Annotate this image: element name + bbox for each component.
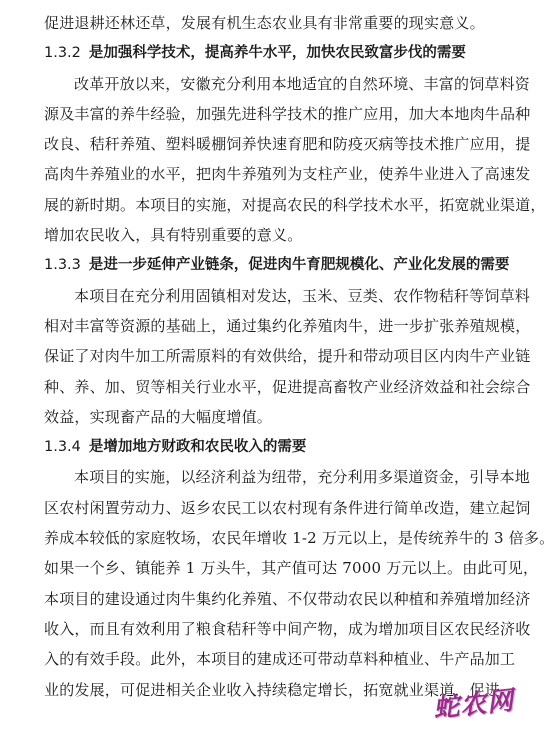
section-number: 1.3.3 <box>44 257 81 274</box>
section-title: 是增加地方财政和农民收入的需要 <box>88 439 307 456</box>
section-number: 1.3.4 <box>44 439 81 456</box>
text-line: 效益，实现畜产品的大幅度增值。 <box>44 407 273 426</box>
paragraph-industry-chain <box>44 281 531 432</box>
text-line: 收入，而且有效利用了粮食秸秆等中间产物，成为增加项目区农民经济收 <box>44 619 531 638</box>
text-line: 相对丰富等资源的基础上，通过集约化养殖肉牛，进一步扩张养殖规模， <box>44 316 531 335</box>
text-line: 增加农民收入，具有特别重要的意义。 <box>44 226 303 245</box>
section-title: 是加强科学技术，提高养牛水平，加快农民致富步伐的需要 <box>88 45 466 62</box>
text-line: 种、养、加、贸等相关行业水平，促进提高畜牧产业经济效益和社会综合 <box>44 377 531 396</box>
paragraph-science <box>44 69 546 251</box>
text-line: 改良、秸秆养殖、塑料暖棚饲养快速育肥和防疫灭病等技术推广应用，提 <box>44 135 531 154</box>
text-line: 业的发展，可促进相关企业收入持续稳定增长，拓宽就业渠道，促进 <box>44 680 501 699</box>
text-line: 区农村闲置劳动力、返乡农民工以农村现有条件进行简单改造，建立起饲 <box>44 498 531 517</box>
text-line: 如果一个乡、镇能养 1 万头牛，其产值可达 7000 万元以上。由此可见， <box>44 559 539 578</box>
text-line: 养成本较低的家庭牧场，农民年增收 1-2 万元以上，是传统养牛的 3 倍多。 <box>44 529 554 548</box>
section-title: 是进一步延伸产业链条，促进肉牛育肥规模化、产业化发展的需要 <box>88 257 510 274</box>
text-line: 改革开放以来，安徽充分利用本地适宜的自然环境、丰富的饲草料资 <box>74 74 531 93</box>
paragraph-intro <box>44 8 494 38</box>
text-line: 入的有效手段。此外，本项目的建成还可带动草料种植业、牛产品加工 <box>44 650 516 669</box>
site-watermark-logo: 蛇农网 <box>431 685 516 725</box>
text-line: 高肉牛养殖业的水平，把肉牛养殖列为支柱产业，使养牛业进入了高速发 <box>44 165 531 184</box>
text-line: 促进退耕还林还草，发展有机生态农业具有非常重要的现实意义。 <box>44 14 485 32</box>
section-heading-1-3-4 <box>44 432 494 462</box>
section-number: 1.3.2 <box>44 45 81 62</box>
paragraph-income <box>44 462 554 704</box>
text-line: 展的新时期。本项目的实施，对提高农民的科学技术水平，拓宽就业渠道， <box>44 195 546 214</box>
text-line: 源及丰富的养牛经验，加强先进科学技术的推广应用，加大本地肉牛品种 <box>44 104 531 123</box>
text-line: 本项目的实施，以经济利益为纽带，充分利用多渠道资金，引导本地 <box>74 468 531 487</box>
section-heading-1-3-2 <box>44 38 494 68</box>
section-heading-1-3-3 <box>44 250 510 280</box>
text-line: 本项目的建设通过肉牛集约化养殖、不仅带动农民以种植和养殖增加经济 <box>44 589 531 608</box>
text-line: 保证了对肉牛加工所需原料的有效供给，提升和带动项目区内肉牛产业链 <box>44 347 531 366</box>
text-line: 本项目在充分利用固镇相对发达，玉米、豆类、农作物秸秆等饲草料 <box>74 286 531 305</box>
